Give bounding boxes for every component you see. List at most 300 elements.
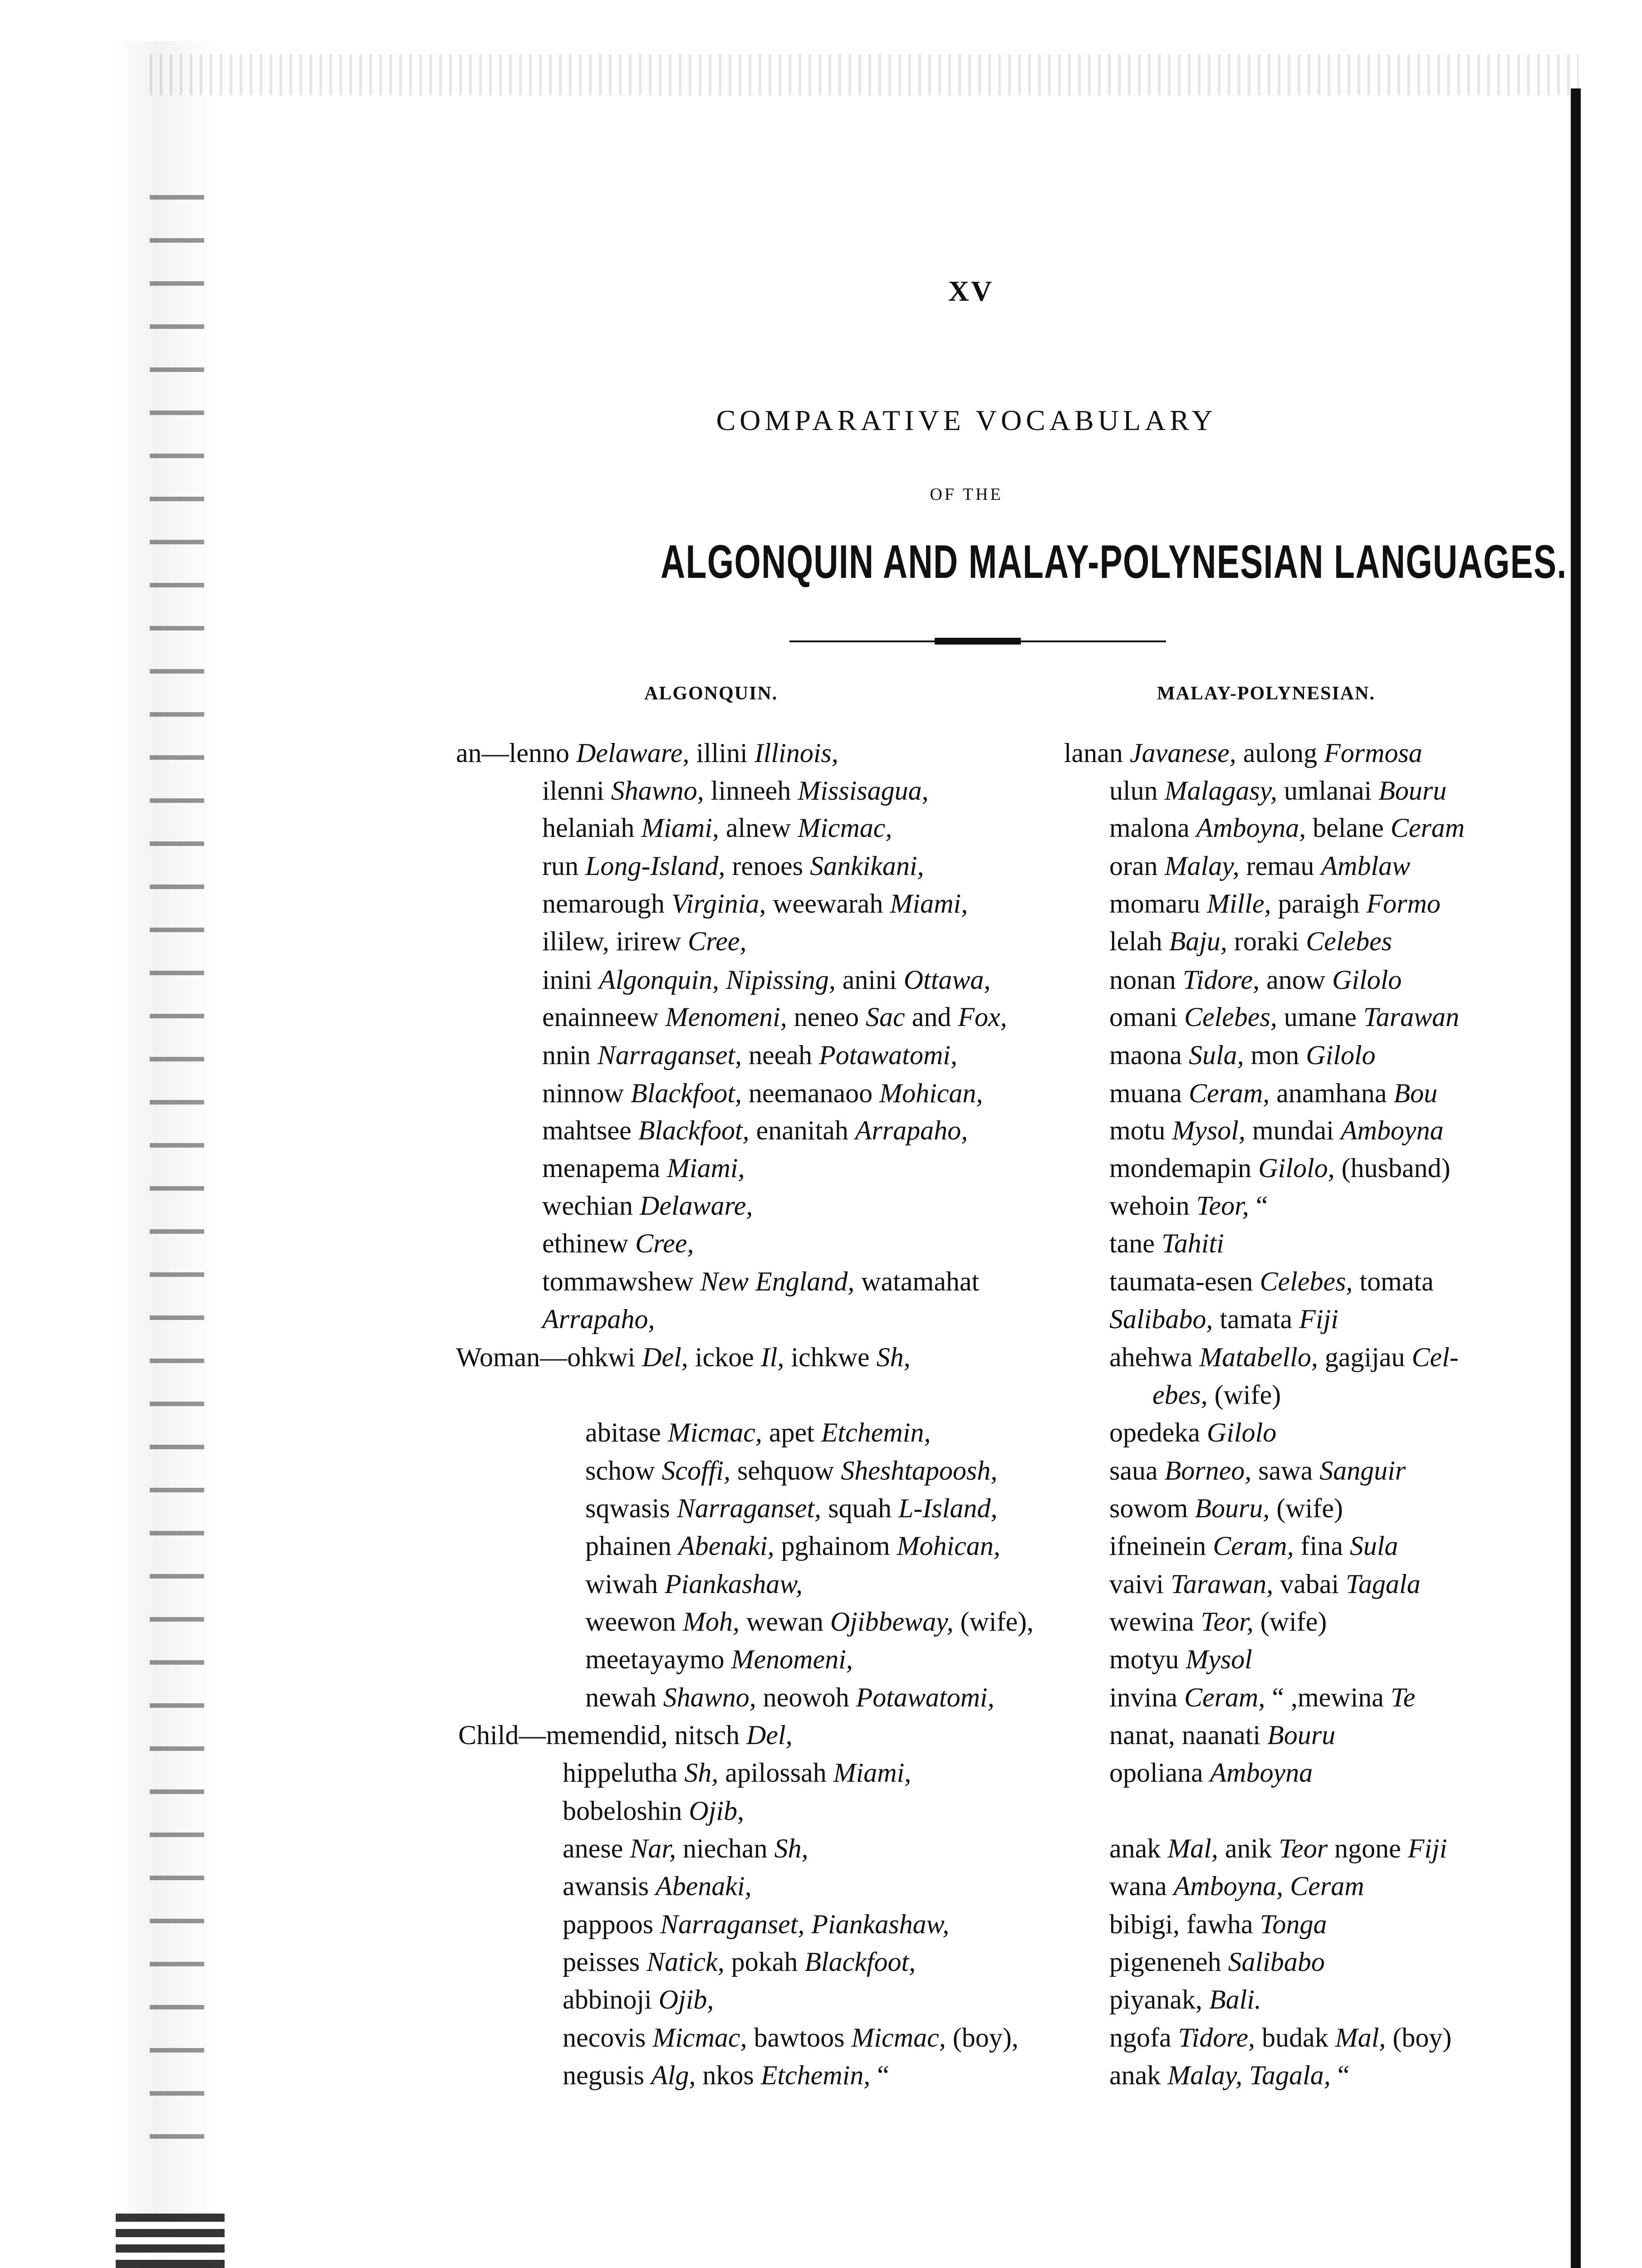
place-name: Fiji [1407,1833,1447,1863]
word: schow [585,1456,662,1486]
malay-polynesian-entry-line [1109,1986,1261,2013]
place-name: Tidore, [1182,965,1260,995]
malay-polynesian-entry-line [1109,1721,1335,1749]
word: apilossah [718,1758,833,1788]
word: neemanaoo [741,1078,880,1108]
malay-polynesian-entry-line [1064,739,1422,767]
place-name: Natick, [646,1947,725,1977]
place-name: Mohican, [879,1078,983,1108]
word: opoliana [1109,1758,1210,1788]
word: (wife) [1253,1607,1327,1637]
place-name: Shawno, [663,1682,756,1712]
place-name: Baju, [1169,926,1227,956]
word: pigeneneh [1109,1947,1228,1977]
place-name: Tidore, [1178,2023,1255,2053]
place-name: Amboyna [1210,1758,1313,1788]
algonquin-entry-line [563,1986,714,2013]
malay-polynesian-entry-line [1109,814,1465,841]
algonquin-entry-line [585,1457,997,1484]
scan-noise-top [150,54,1579,95]
place-name: Blackfoot, [804,1947,916,1977]
place-name: Potawatomi, [819,1040,957,1070]
word: ickoe [688,1342,761,1372]
place-name: Bou [1393,1078,1438,1108]
word: invina [1109,1682,1184,1712]
malay-polynesian-entry-line [1109,1305,1338,1333]
place-name: Del, [642,1342,688,1372]
word: ililew, irirew [542,926,688,956]
place-name: Gilolo [1306,1040,1376,1070]
place-name: Algonquin, Nipissing, [599,965,836,995]
algonquin-entry-line [542,1154,745,1182]
place-name: Narraganset, Piankashaw, [660,1909,950,1939]
place-name: Bali. [1209,1984,1261,2014]
title-line-1: COMPARATIVE VOCABULARY [716,404,1217,436]
place-name: Amboyna, [1196,813,1306,843]
place-name: Micmac, [798,813,892,843]
word: (boy) [1386,2023,1452,2053]
word: nemarough [542,889,672,919]
word: wana [1109,1871,1174,1901]
place-name: Formosa [1324,738,1422,768]
place-name: Blackfoot, [631,1078,742,1108]
word: watamahat [854,1266,980,1296]
word: mahtsee [542,1115,638,1145]
malay-polynesian-entry-line [1109,852,1410,880]
place-name: Ceram, [1184,1682,1265,1712]
word: muana [1109,1078,1189,1108]
place-name: Micmac, [851,2023,946,2053]
word: wiwah [585,1569,665,1599]
place-name: Potawatomi, [856,1682,995,1712]
place-name: Malay, Tagala, [1167,2060,1331,2090]
place-name: Illinois, [754,738,838,768]
place-name: Formo [1366,889,1441,919]
place-name: Gilolo, [1258,1153,1335,1183]
place-name: Il, [760,1342,784,1372]
place-name: Teor, [1201,1607,1254,1637]
malay-polynesian-entry-line [1109,1117,1444,1144]
algonquin-entry-line [585,1419,931,1446]
word: ethinew [542,1228,635,1258]
place-name: Malay, [1164,851,1240,881]
place-name: Mal, [1167,1833,1218,1863]
algonquin-entry-line [563,1797,744,1824]
title-rule-ornament [935,638,1021,645]
place-name: Cree, [688,926,747,956]
algonquin-entry-line [585,1570,803,1598]
algonquin-entry-line [542,852,924,880]
algonquin-entry-line [585,1684,995,1711]
place-name: Alg, [651,2060,696,2090]
page-edge-bar [1571,88,1581,2268]
algonquin-entry-line [542,1230,694,1257]
binding-marks [150,195,204,2146]
word: (wife), [953,1607,1034,1637]
algonquin-entry-line [563,1948,916,1975]
algonquin-entry-line [542,1192,753,1219]
place-name: Celebes [1306,926,1392,956]
word: vabai [1273,1569,1346,1599]
word: sqwasis [585,1493,677,1523]
place-name: Etchemin, [821,1418,931,1447]
word: niechan [676,1833,774,1863]
word: necovis [563,2023,653,2053]
place-name: Fiji [1299,1304,1338,1334]
place-name: Ojibbeway, [830,1607,954,1637]
word: neneo [787,1002,866,1032]
place-name: Ojib, [689,1796,744,1826]
place-name: Mysol [1186,1644,1252,1674]
algonquin-entry-line [542,966,990,993]
place-name: Bouru [1378,776,1447,806]
place-name: Mysol, [1172,1115,1245,1145]
place-name: Shawno, [611,776,704,806]
place-name: Tarawan [1363,1002,1460,1032]
word: alnew [719,813,798,843]
malay-polynesian-entry-line [1109,1608,1327,1635]
word: apet [762,1418,821,1447]
word: illini [689,738,755,768]
malay-polynesian-entry-line [1109,1344,1459,1371]
algonquin-entry-line [563,2024,1019,2051]
word: anamhana [1269,1078,1394,1108]
word: wehoin [1109,1191,1196,1221]
algonquin-entry-line [585,1646,853,1673]
malay-polynesian-entry-line [1109,1041,1376,1069]
place-name: Menomeni, [731,1644,853,1674]
place-name: Salibabo, [1109,1304,1213,1334]
word: “ [870,2060,889,2090]
algonquin-entry-line [563,1872,752,1900]
malay-polynesian-entry-line [1109,2062,1349,2089]
word: abitase [585,1418,668,1447]
word: pghainom [774,1531,897,1561]
malay-polynesian-entry-line [1109,1872,1364,1900]
place-name: Abenaki, [678,1531,774,1561]
algonquin-entry-line [542,1305,655,1333]
word: meetayaymo [585,1644,731,1674]
place-name: Tonga [1260,1909,1327,1939]
word: ngofa [1109,2023,1178,2053]
place-name: Nar, [630,1833,676,1863]
place-name: Teor, [1196,1191,1249,1221]
word: motyu [1109,1644,1186,1674]
word: peisses [563,1947,647,1977]
place-name: Amboyna, Ceram [1173,1871,1364,1901]
algonquin-entry-line [585,1532,1000,1559]
place-name: Fox, [958,1002,1007,1032]
word: “ [1249,1191,1268,1221]
place-name: Miami, [641,813,719,843]
word: Woman—ohkwi [456,1342,642,1372]
place-name: Delaware, [576,738,690,768]
algonquin-entry-line [585,1495,997,1522]
place-name: Celebes, [1184,1002,1277,1032]
word: pappoos [563,1909,660,1939]
place-name: Amblaw [1321,851,1411,881]
word: wewina [1109,1607,1201,1637]
algonquin-entry-line [542,928,746,955]
place-name: Sh, [876,1342,911,1372]
word: vaivi [1109,1569,1171,1599]
place-name: Bouru, [1195,1493,1270,1523]
word: mondemapin [1109,1153,1259,1183]
algonquin-entry-line [542,1041,957,1069]
place-name: Sh, [774,1833,809,1863]
word: wechian [542,1191,640,1221]
word: inini [542,965,599,995]
malay-polynesian-entry-line [1109,1570,1421,1598]
algonquin-entry-line [542,1080,983,1107]
place-name: Gilolo [1206,1418,1277,1447]
word: paraigh [1271,889,1367,919]
place-name: Sac [866,1002,905,1032]
place-name: Micmac, [652,2023,747,2053]
word: remau [1239,851,1321,881]
word: anak [1109,2060,1168,2090]
word: “ [1330,2060,1350,2090]
title-line-3: ALGONQUIN AND MALAY-POLYNESIAN LANGUAGES. [661,536,1567,588]
place-name: Micmac, [667,1418,762,1447]
word: nonan [1109,965,1183,995]
word: umlanai [1277,776,1379,806]
algonquin-entry-line [542,777,929,804]
place-name: Etchemin, [760,2060,871,2090]
place-name: Piankashaw, [664,1569,803,1599]
place-name: Missisagua, [798,776,929,806]
word: neeah [742,1040,819,1070]
place-name: Borneo, [1164,1456,1252,1486]
malay-polynesian-entry-line [1152,1381,1281,1408]
place-name: Sanguir [1319,1456,1406,1486]
place-name: Teor [1279,1833,1328,1863]
word: fina [1294,1531,1350,1561]
word: oran [1109,851,1165,881]
algonquin-entry-line [542,1003,1007,1031]
word: Child—memendid, nitsch [458,1720,746,1750]
word: aulong [1236,738,1324,768]
word: (wife) [1207,1380,1281,1410]
malay-polynesian-entry-line [1109,1532,1398,1559]
word: roraki [1227,926,1306,956]
word: ifneinein [1109,1531,1213,1561]
malay-polynesian-entry-line [1109,1080,1437,1107]
word: renoes [725,851,810,881]
word: menapema [542,1153,667,1183]
malay-polynesian-entry-line [1109,928,1392,955]
algonquin-entry-line [458,1721,793,1749]
word: piyanak, [1109,1984,1209,2014]
word: opedeka [1109,1418,1207,1447]
column-header-malay-polynesian: MALAY-POLYNESIAN. [1157,683,1375,704]
place-name: Ceram [1390,813,1465,843]
place-name: Arrapaho, [542,1304,655,1334]
word: sawa [1251,1456,1320,1486]
word: hippelutha [563,1758,685,1788]
place-name: Long-Island, [585,851,725,881]
malay-polynesian-entry-line [1109,890,1441,917]
place-name: Cree, [635,1228,694,1258]
place-name: Matabello, [1199,1342,1318,1372]
word: belane [1306,813,1391,843]
place-name: Moh, [682,1607,740,1637]
word: lanan [1064,738,1130,768]
place-name: Miami, [890,889,968,919]
algonquin-entry-line [542,1117,968,1144]
malay-polynesian-entry-line [1109,1003,1459,1031]
word: anini [835,965,904,995]
word: anow [1260,965,1333,995]
algonquin-entry-line [563,1911,949,1938]
place-name: Sula, [1188,1040,1244,1070]
algonquin-entry-line [563,2062,889,2089]
place-name: Miami, [833,1758,912,1788]
place-name: Malagasy, [1164,776,1277,806]
word: budak [1255,2023,1335,2053]
place-name: Sh, [684,1758,719,1788]
malay-polynesian-entry-line [1109,1835,1447,1862]
place-name: Mohican, [897,1531,1000,1561]
place-name: Salibabo [1228,1947,1325,1977]
word: (boy), [946,2023,1019,2053]
place-name: Narraganset, [597,1040,742,1070]
word: negusis [563,2060,651,2090]
place-name: Delaware, [639,1191,753,1221]
word: ilenni [542,776,611,806]
algonquin-entry-line [542,890,968,917]
word: ninnow [542,1078,631,1108]
word: umane [1277,1002,1363,1032]
word: neowoh [756,1682,856,1712]
word: ichkwe [784,1342,877,1372]
word: abbinoji [563,1984,659,2014]
word: bawtoos [747,2023,852,2053]
malay-polynesian-entry-line [1109,1684,1415,1711]
word: mundai [1245,1115,1341,1145]
place-name: Arrapaho, [855,1115,968,1145]
place-name: Tarawan, [1170,1569,1274,1599]
word: helaniah [542,813,642,843]
malay-polynesian-entry-line [1109,1192,1268,1219]
malay-polynesian-entry-line [1109,2024,1451,2051]
place-name: ebes, [1152,1380,1208,1410]
word: anak [1109,1833,1168,1863]
place-name: Javanese, [1129,738,1236,768]
word: (husband) [1334,1153,1451,1183]
malay-polynesian-entry-line [1109,1495,1343,1522]
place-name: Menomeni, [665,1002,787,1032]
malay-polynesian-entry-line [1109,777,1446,804]
word: (wife) [1269,1493,1343,1523]
place-name: Ceram, [1188,1078,1270,1108]
algonquin-entry-line [542,814,892,841]
malay-polynesian-entry-line [1109,1646,1252,1673]
word: phainen [585,1531,678,1561]
word: nnin [542,1040,598,1070]
malay-polynesian-entry-line [1109,1911,1327,1938]
place-name: Sula [1349,1531,1398,1561]
algonquin-entry-line [456,739,838,767]
word: and [905,1002,958,1032]
place-name: New England, [700,1266,855,1296]
place-name: Sankikani, [809,851,924,881]
place-name: Tagala [1346,1569,1421,1599]
word: enainneew [542,1002,666,1032]
malay-polynesian-entry-line [1109,1230,1224,1257]
word: an—lenno [456,738,576,768]
place-name: Celebes, [1260,1266,1353,1296]
word: taumata-esen [1109,1266,1260,1296]
title-line-2: OF THE [930,485,1003,504]
place-name: Sheshtapoosh, [841,1456,998,1486]
word: nanat, naanati [1109,1720,1268,1750]
word: linneeh [704,776,798,806]
place-name: L-Island, [898,1493,998,1523]
word: awansis [563,1871,656,1901]
word: motu [1109,1115,1172,1145]
page-number: XV [948,275,994,307]
place-name: Tahiti [1161,1228,1224,1258]
malay-polynesian-entry-line [1109,1948,1325,1975]
word: weewarah [766,889,890,919]
word: ngone [1328,1833,1408,1863]
word: gagijau [1318,1342,1412,1372]
place-name: Blackfoot, [638,1115,750,1145]
word: tane [1109,1228,1162,1258]
word: wewan [739,1607,830,1637]
word: weewon [585,1607,683,1637]
place-name: Abenaki, [655,1871,752,1901]
malay-polynesian-entry-line [1109,1457,1406,1484]
algonquin-entry-line [563,1835,809,1862]
place-name: Cel- [1412,1342,1459,1372]
word: tomata [1353,1266,1434,1296]
word: nkos [696,2060,761,2090]
word: saua [1109,1456,1165,1486]
place-name: Narraganset, [676,1493,822,1523]
algonquin-entry-line [563,1759,911,1786]
place-name: Del, [746,1720,793,1750]
word: momaru [1109,889,1207,919]
place-name: Gilolo [1332,965,1402,995]
word: newah [585,1682,663,1712]
malay-polynesian-entry-line [1109,1268,1434,1295]
column-header-algonquin: ALGONQUIN. [644,683,778,704]
word: “ ,mewina [1265,1682,1391,1712]
algonquin-entry-line [542,1268,979,1295]
word: ahehwa [1109,1342,1200,1372]
word: lelah [1109,926,1169,956]
malay-polynesian-entry-line [1109,966,1402,993]
word: tommawshew [542,1266,701,1296]
word: run [542,851,585,881]
word: omani [1109,1002,1184,1032]
word: tamata [1213,1304,1299,1334]
word: bobeloshin [563,1796,689,1826]
place-name: Miami, [667,1153,745,1183]
place-name: Ojib, [658,1984,714,2014]
place-name: Te [1390,1682,1416,1712]
place-name: Bouru [1267,1720,1336,1750]
word: bibigi, fawha [1109,1909,1260,1939]
place-name: Virginia, [671,889,766,919]
word: squah [821,1493,899,1523]
word: sehquow [730,1456,841,1486]
word: mon [1244,1040,1306,1070]
word: sowom [1109,1493,1195,1523]
word: maona [1109,1040,1189,1070]
